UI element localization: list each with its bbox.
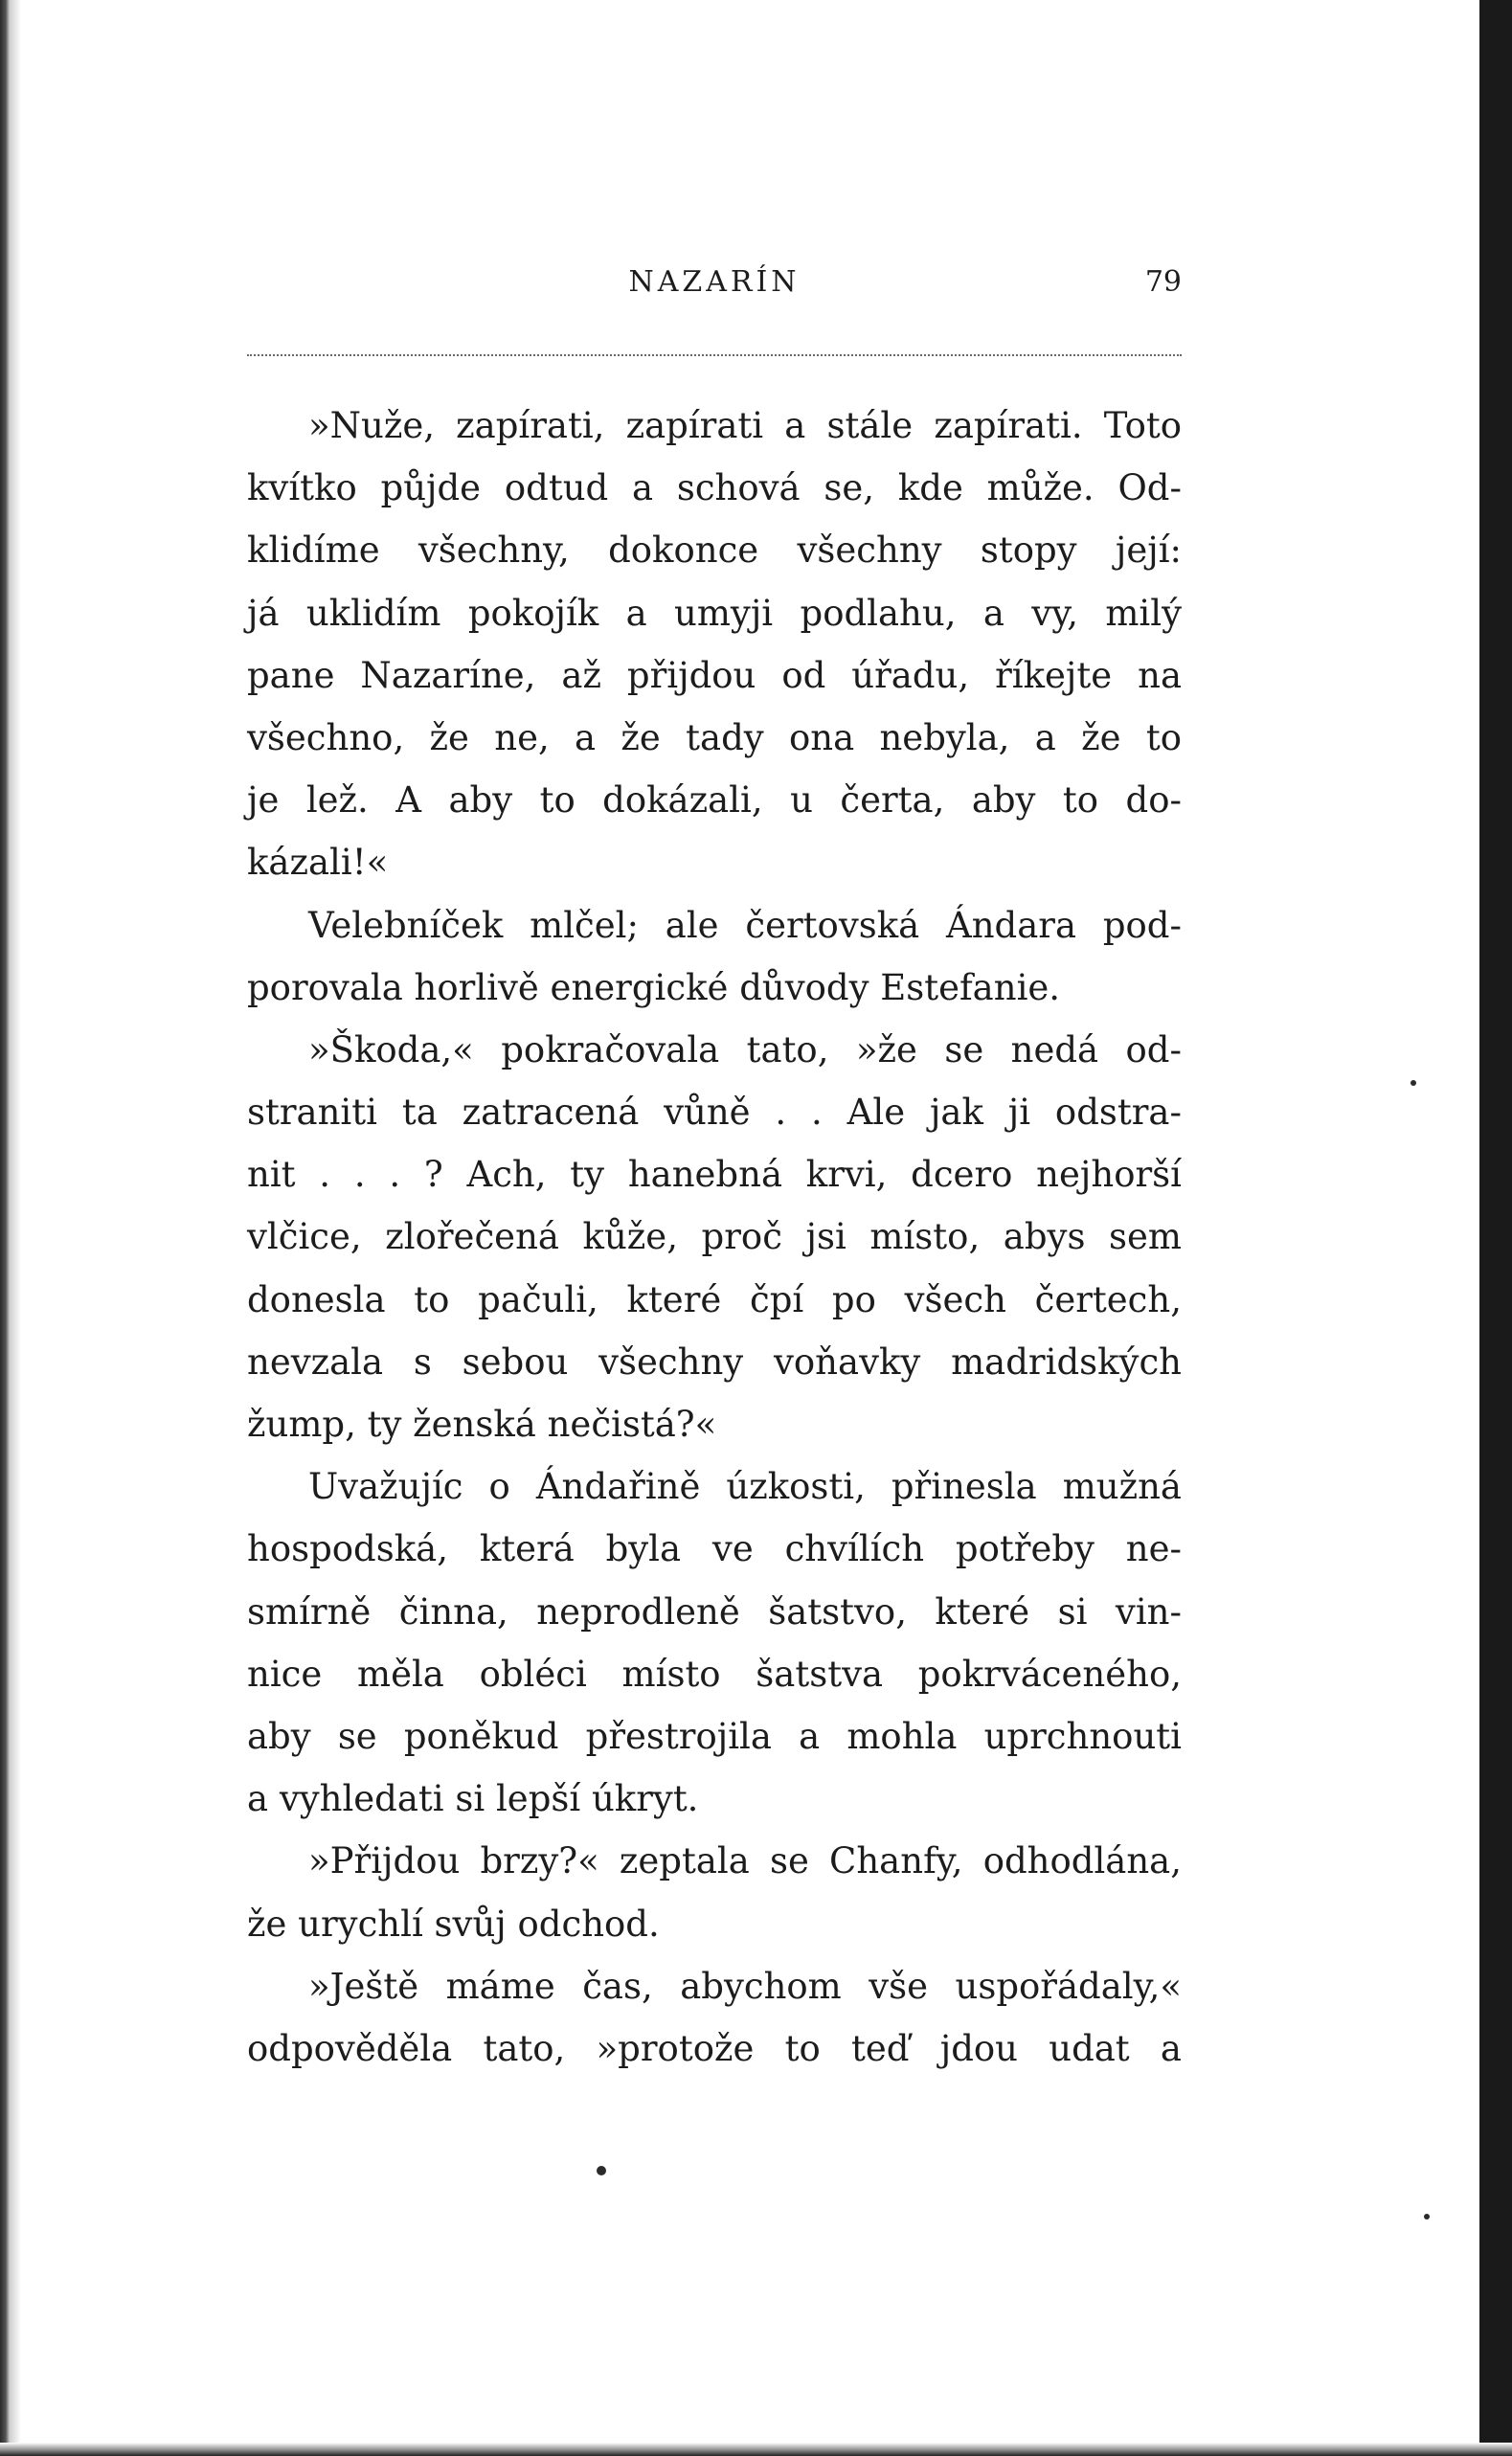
text-line: »Přijdou brzy?« zeptala se Chanfy, odhodlána, <box>308 1840 1182 1882</box>
text-line: »Škoda,« pokračovala tato, »že se nedá od- <box>308 1028 1182 1070</box>
text-line: všechno, že ne, a že tady ona nebyla, a že to <box>247 716 1182 758</box>
scan-border-bottom <box>0 2443 1512 2456</box>
text-line: žump, ty ženská nečistá?« <box>247 1404 717 1445</box>
text-line: Velebníček mlčel; ale čertovská Ándara pod- <box>308 904 1182 946</box>
text-line: pane Nazaríne, až přijdou od úřadu, říkejte na <box>247 654 1182 696</box>
text-line: smírně činna, neprodleně šatstvo, které si vin- <box>247 1590 1182 1633</box>
text-line: nit . . . ? Ach, ty hanebná krvi, dcero nejhorší <box>247 1154 1182 1196</box>
text-line: klidíme všechny, dokonce všechny stopy její: <box>247 530 1182 572</box>
text-line: nice měla obléci místo šatstva pokrváceného, <box>247 1653 1182 1695</box>
scan-border-left <box>0 0 21 2456</box>
scan-speck <box>1410 1080 1416 1086</box>
text-line: porovala horlivě energické důvody Estefanie. <box>247 966 1061 1008</box>
page-number: 79 <box>1144 265 1182 299</box>
running-header <box>247 265 1182 304</box>
body-text <box>247 394 1182 2080</box>
text-line: kvítko půjde odtud a schová se, kde může. Od- <box>247 467 1182 509</box>
text-line: donesla to pačuli, které čpí po všech čertech, <box>247 1278 1182 1320</box>
text-line: kázali!« <box>247 842 389 884</box>
running-title: NAZARÍN <box>628 265 801 299</box>
scan-speck <box>597 2166 606 2175</box>
text-line: vlčice, zlořečená kůže, proč jsi místo, abys sem <box>247 1216 1182 1258</box>
text-line: Uvažujíc o Ándařině úzkosti, přinesla mužná <box>308 1466 1182 1508</box>
text-line: já uklidím pokojík a umyji podlahu, a vy, milý <box>247 592 1182 634</box>
text-line: nevzala s sebou všechny voňavky madridských <box>247 1341 1182 1383</box>
text-line: »Ještě máme čas, abychom vše uspořádaly,« <box>308 1965 1182 2007</box>
text-line: straniti ta zatracená vůně . . Ale jak ji odstra- <box>247 1092 1182 1134</box>
scan-speck <box>1424 2214 1430 2219</box>
text-line: »Nuže, zapírati, zapírati a stále zapírati. Toto <box>308 405 1182 446</box>
header-rule <box>247 354 1182 356</box>
text-line: odpověděla tato, »protože to teď jdou udat a <box>247 2027 1182 2069</box>
text-line: je lež. A aby to dokázali, u čerta, aby to do- <box>247 779 1182 822</box>
text-line: a vyhledati si lepší úkryt. <box>247 1778 699 1820</box>
text-line: aby se poněkud přestrojila a mohla uprchnouti <box>247 1715 1182 1757</box>
text-line: že urychlí svůj odchod. <box>247 1903 660 1945</box>
scan-border-right <box>1479 0 1512 2456</box>
text-line: hospodská, která byla ve chvílích potřeby ne- <box>247 1528 1182 1570</box>
